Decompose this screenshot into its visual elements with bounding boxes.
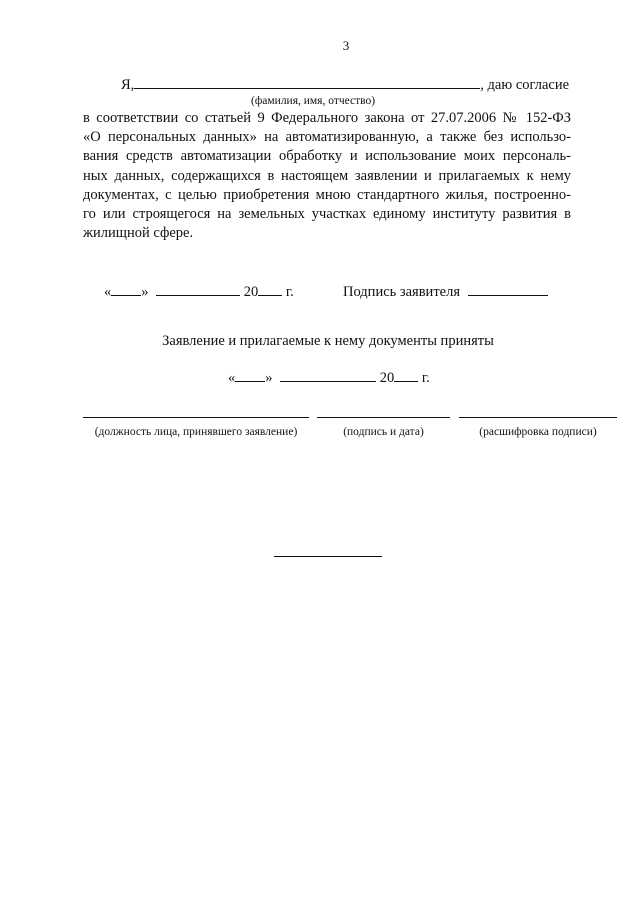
applicant-signature-field — [343, 283, 548, 301]
year-blank[interactable] — [394, 369, 418, 382]
close-quote: » — [141, 284, 149, 300]
consent-line: вания средств автоматизации обработку и использование моих персональ- — [83, 148, 571, 165]
page-number: 3 — [342, 38, 350, 53]
documents-accepted-text: Заявление и прилагаемые к нему документы приняты — [162, 333, 494, 349]
open-quote: « — [228, 370, 236, 386]
year-prefix: 20 — [379, 370, 395, 386]
month-blank[interactable] — [280, 369, 376, 382]
year-prefix: 20 — [243, 284, 259, 300]
year-suffix: г. — [285, 284, 294, 300]
year-blank[interactable] — [258, 283, 282, 296]
applicant-date-field — [104, 283, 294, 301]
month-blank[interactable] — [156, 283, 240, 296]
consent-line: в соответствии со статьей 9 Федерального закона от 27.07.2006 № 152-ФЗ — [83, 110, 571, 126]
applicant-signature-label: Подпись заявителя — [343, 284, 460, 300]
consent-line: ных данных, содержащихся в настоящем заявлении и прилагаемых к нему — [83, 167, 571, 184]
consent-line: «О персональных данных» на автоматизированную, а также без использо- — [83, 129, 571, 146]
day-blank[interactable] — [111, 283, 141, 296]
consent-body — [83, 109, 571, 243]
consent-line: жилищной сфере. — [83, 225, 194, 242]
position-caption: (должность лица, принявшего заявление) — [94, 426, 298, 438]
consent-suffix: , даю согласие — [480, 77, 570, 93]
signature-date-blank[interactable] — [317, 417, 450, 418]
full-name-blank[interactable] — [134, 76, 480, 89]
consent-line: документах, с целью приобретения мною стандартного жилья, построенно- — [83, 186, 571, 203]
day-blank[interactable] — [235, 369, 265, 382]
close-quote: » — [265, 370, 273, 386]
year-suffix: г. — [421, 370, 430, 386]
open-quote: « — [104, 284, 112, 300]
consent-prefix: Я, — [121, 77, 135, 93]
full-name-caption: (фамилия, имя, отчество) — [251, 95, 376, 107]
acceptance-date-field — [228, 369, 430, 387]
decoding-caption: (расшифровка подписи) — [479, 426, 597, 438]
signature-date-caption: (подпись и дата) — [343, 426, 424, 438]
end-divider — [274, 556, 382, 557]
applicant-signature-blank[interactable] — [468, 283, 548, 296]
decoding-blank[interactable] — [459, 417, 617, 418]
position-blank[interactable] — [83, 417, 309, 418]
consent-first-line — [121, 76, 569, 94]
consent-line: го или строящегося на земельных участках единому институту развития в — [83, 206, 571, 223]
